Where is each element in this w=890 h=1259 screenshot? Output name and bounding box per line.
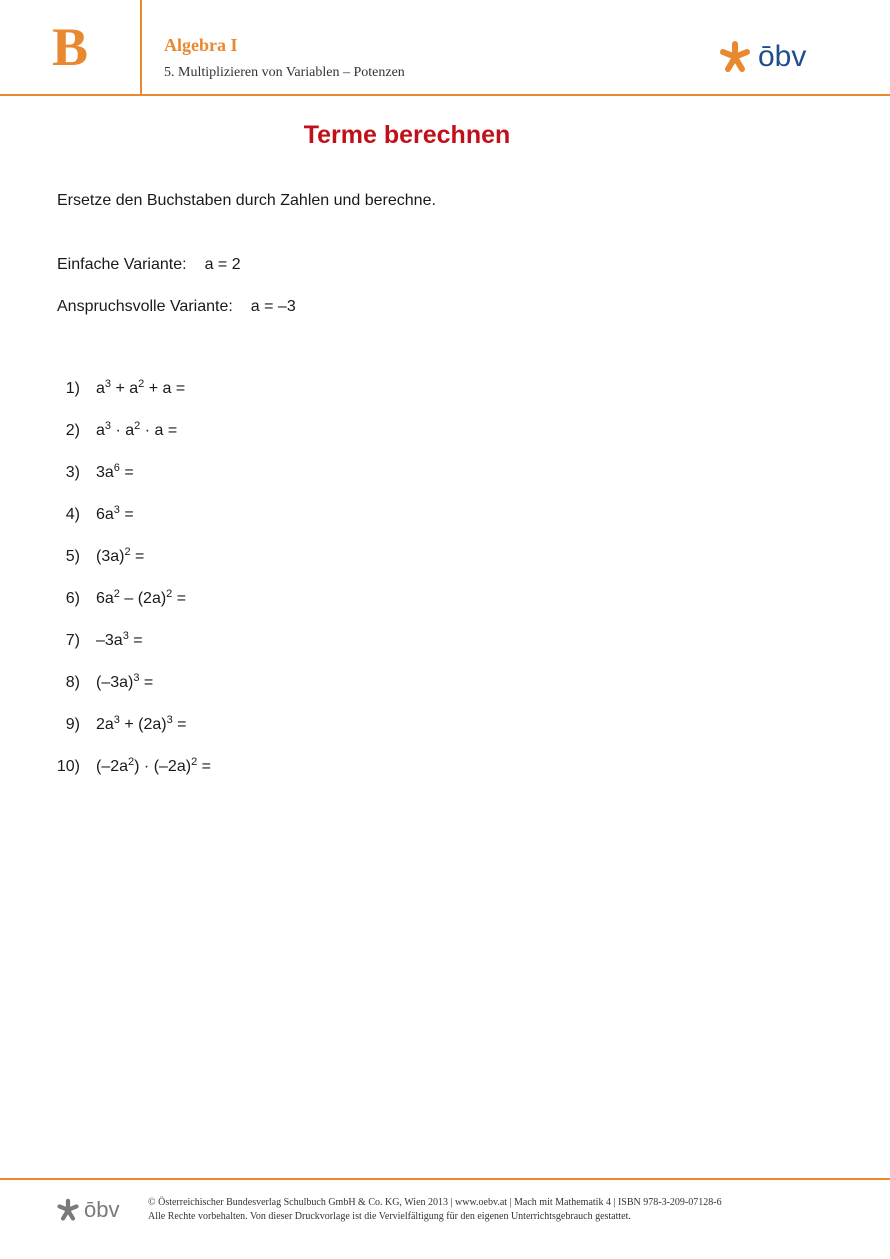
task-expression: $(3a)^2$ = xyxy=(96,546,145,565)
task-expression: $2a^3 + (2a)^3$ = xyxy=(96,714,187,733)
oebv-star-icon xyxy=(718,40,752,74)
task-number: 9) xyxy=(65,716,80,733)
header-subtitle: 5. Multiplizieren von Variablen – Potenzen xyxy=(164,65,405,80)
task-number: 7) xyxy=(65,632,80,649)
oebv-logo xyxy=(718,40,806,74)
task-expression: $6a^3$ = xyxy=(96,504,134,523)
variant-value: a = –3 xyxy=(250,298,296,315)
footer-divider xyxy=(0,1178,890,1180)
variant-hard xyxy=(57,298,296,316)
variant-easy xyxy=(57,256,241,274)
task-expression: $6a^2 - (2a)^2$ = xyxy=(96,588,187,607)
variant-value: a = 2 xyxy=(204,256,241,273)
header-title: Algebra I xyxy=(164,35,238,55)
footer-copyright xyxy=(148,1196,722,1224)
task-expression: $a^3 + a^2 + a$ = xyxy=(96,378,186,397)
variant-label: Einfache Variante: xyxy=(57,256,187,273)
task-number: 5) xyxy=(65,548,80,565)
task-expression: $(-2a^2) \cdot (-2a)^2$ = xyxy=(96,756,211,775)
task-expression: $3a^6$ = xyxy=(96,462,134,481)
task-number: 8) xyxy=(65,674,80,691)
footer-line-2: Alle Rechte vorbehalten. Von dieser Druckvorlage ist die Vervielfältigung für den eigenen Unterrichtsgebrauch gestattet. xyxy=(148,1211,631,1222)
oebv-logo-text: ōbv xyxy=(758,40,807,73)
task-expression: $(-3a)^3$ = xyxy=(96,672,154,691)
page-header xyxy=(0,0,890,96)
footer-logo xyxy=(56,1198,119,1222)
variant-label: Anspruchsvolle Variante: xyxy=(57,298,233,315)
page-title: Terme berechnen xyxy=(303,121,511,149)
task-expression: $-3a^3$ = xyxy=(96,630,143,649)
task-number: 1) xyxy=(65,380,80,397)
task-number: 3) xyxy=(65,464,80,481)
task-number: 2) xyxy=(65,422,80,439)
footer-logo-text: ōbv xyxy=(84,1197,120,1222)
footer-line-1: © Österreichischer Bundesverlag Schulbuch GmbH & Co. KG, Wien 2013 | www.oebv.at | Mach mit Mathematik 4 | ISBN 978-3-209-07128-6 xyxy=(148,1197,722,1208)
section-letter: B xyxy=(0,0,142,94)
instruction-text: Ersetze den Buchstaben durch Zahlen und berechne. xyxy=(57,192,436,209)
oebv-star-icon xyxy=(56,1198,80,1222)
task-number: 10) xyxy=(56,758,80,775)
task-number: 4) xyxy=(65,506,80,523)
task-number: 6) xyxy=(65,590,80,607)
task-expression: $a^3 \cdot a^2 \cdot a$ = xyxy=(96,420,178,439)
